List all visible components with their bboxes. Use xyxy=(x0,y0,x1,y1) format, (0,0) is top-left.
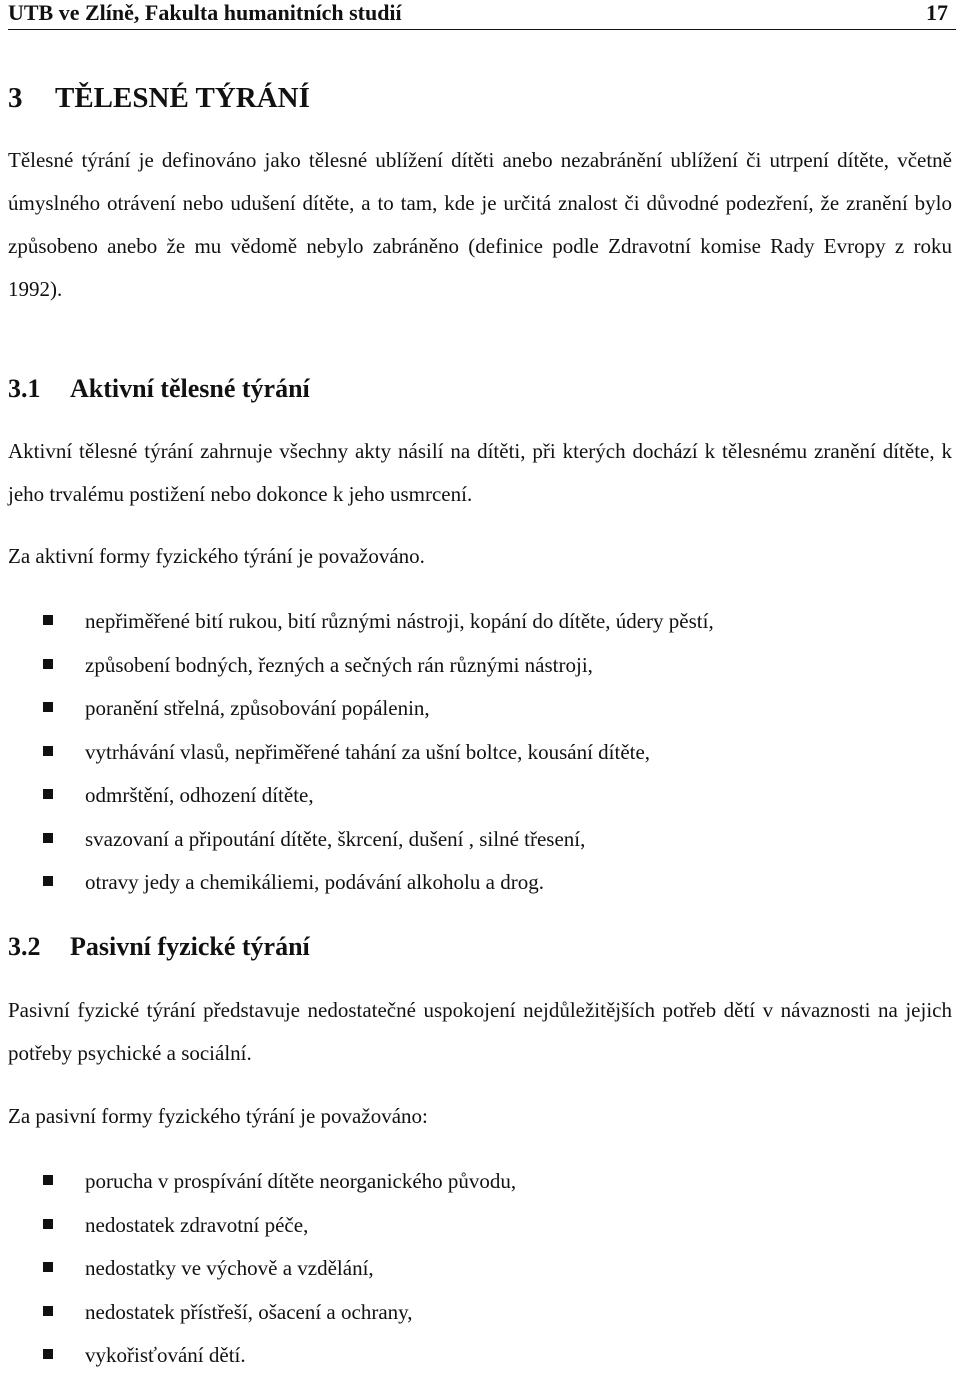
section-active-intro: Za aktivní formy fyzického týrání je považováno. xyxy=(8,544,425,568)
section-heading-passive xyxy=(8,931,310,963)
list-item: nedostatek přístřeší, ošacení a ochrany, xyxy=(0,1297,960,1341)
list-item: nepřiměřené bití rukou, bití různými nástroji, kopání do dítěte, údery pěstí, xyxy=(0,606,960,650)
section-number: 3.1 xyxy=(8,374,41,403)
list-item: nedostatky ve výchově a vzdělání, xyxy=(0,1253,960,1297)
chapter-paragraph: Tělesné týrání je definováno jako tělesné ublížení dítěti anebo nezabránění ublížení či utrpení dítěte, včetně úmyslného otrávení nebo udušení dítěte, a to tam, kde je určitá znalost či důvodné podezření, že zranění bylo způsobeno anebo že mu vědomě nebylo zabráněno (definice podle Zdravotní komise Rady Evropy z roku 1992). xyxy=(8,148,952,301)
square-bullet-icon xyxy=(43,1175,53,1185)
list-item: porucha v prospívání dítěte neorganického původu, xyxy=(0,1166,960,1210)
square-bullet-icon xyxy=(43,1306,53,1316)
section-heading-active xyxy=(8,373,310,405)
list-item: nedostatek zdravotní péče, xyxy=(0,1210,960,1254)
list-item: svazovaní a připoutání dítěte, škrcení, dušení , silné třesení, xyxy=(0,824,960,868)
section-title: Pasivní fyzické týrání xyxy=(70,932,310,961)
section-active-paragraph: Aktivní tělesné týrání zahrnuje všechny akty násilí na dítěti, při kterých dochází k tělesnému zranění dítěte, k jeho trvalému postižení nebo dokonce k jeho usmrcení. xyxy=(8,439,952,506)
active-forms-list xyxy=(0,606,960,911)
square-bullet-icon xyxy=(43,1349,53,1359)
list-item: otravy jedy a chemikáliemi, podávání alkoholu a drog. xyxy=(0,867,960,911)
page-header xyxy=(8,0,952,28)
section-number: 3.2 xyxy=(8,932,41,961)
list-item: vytrhávání vlasů, nepřiměřené tahání za ušní boltce, kousání dítěte, xyxy=(0,737,960,781)
square-bullet-icon xyxy=(43,833,53,843)
header-title: UTB ve Zlíně, Fakulta humanitních studií xyxy=(8,0,402,25)
square-bullet-icon xyxy=(43,659,53,669)
header-rule xyxy=(8,29,956,30)
section-title: Aktivní tělesné týrání xyxy=(70,374,310,403)
list-item: způsobení bodných, řezných a sečných rán různými nástroji, xyxy=(0,650,960,694)
square-bullet-icon xyxy=(43,876,53,886)
square-bullet-icon xyxy=(43,789,53,799)
section-passive-paragraph: Pasivní fyzické týrání představuje nedostatečné uspokojení nejdůležitějších potřeb dětí v návaznosti na jejich potřeby psychické a sociální. xyxy=(8,998,952,1065)
square-bullet-icon xyxy=(43,1219,53,1229)
list-item: odmrštění, odhození dítěte, xyxy=(0,780,960,824)
list-item: poranění střelná, způsobování popálenin, xyxy=(0,693,960,737)
square-bullet-icon xyxy=(43,702,53,712)
square-bullet-icon xyxy=(43,1262,53,1272)
square-bullet-icon xyxy=(43,746,53,756)
list-item: vykořisťování dětí. xyxy=(0,1340,960,1384)
chapter-title: TĚLESNÉ TÝRÁNÍ xyxy=(55,82,310,114)
square-bullet-icon xyxy=(43,615,53,625)
section-passive-intro: Za pasivní formy fyzického týrání je považováno: xyxy=(8,1104,428,1128)
chapter-heading xyxy=(8,80,310,116)
passive-forms-list xyxy=(0,1166,960,1384)
chapter-number: 3 xyxy=(8,82,23,114)
page-number: 17 xyxy=(926,0,948,25)
